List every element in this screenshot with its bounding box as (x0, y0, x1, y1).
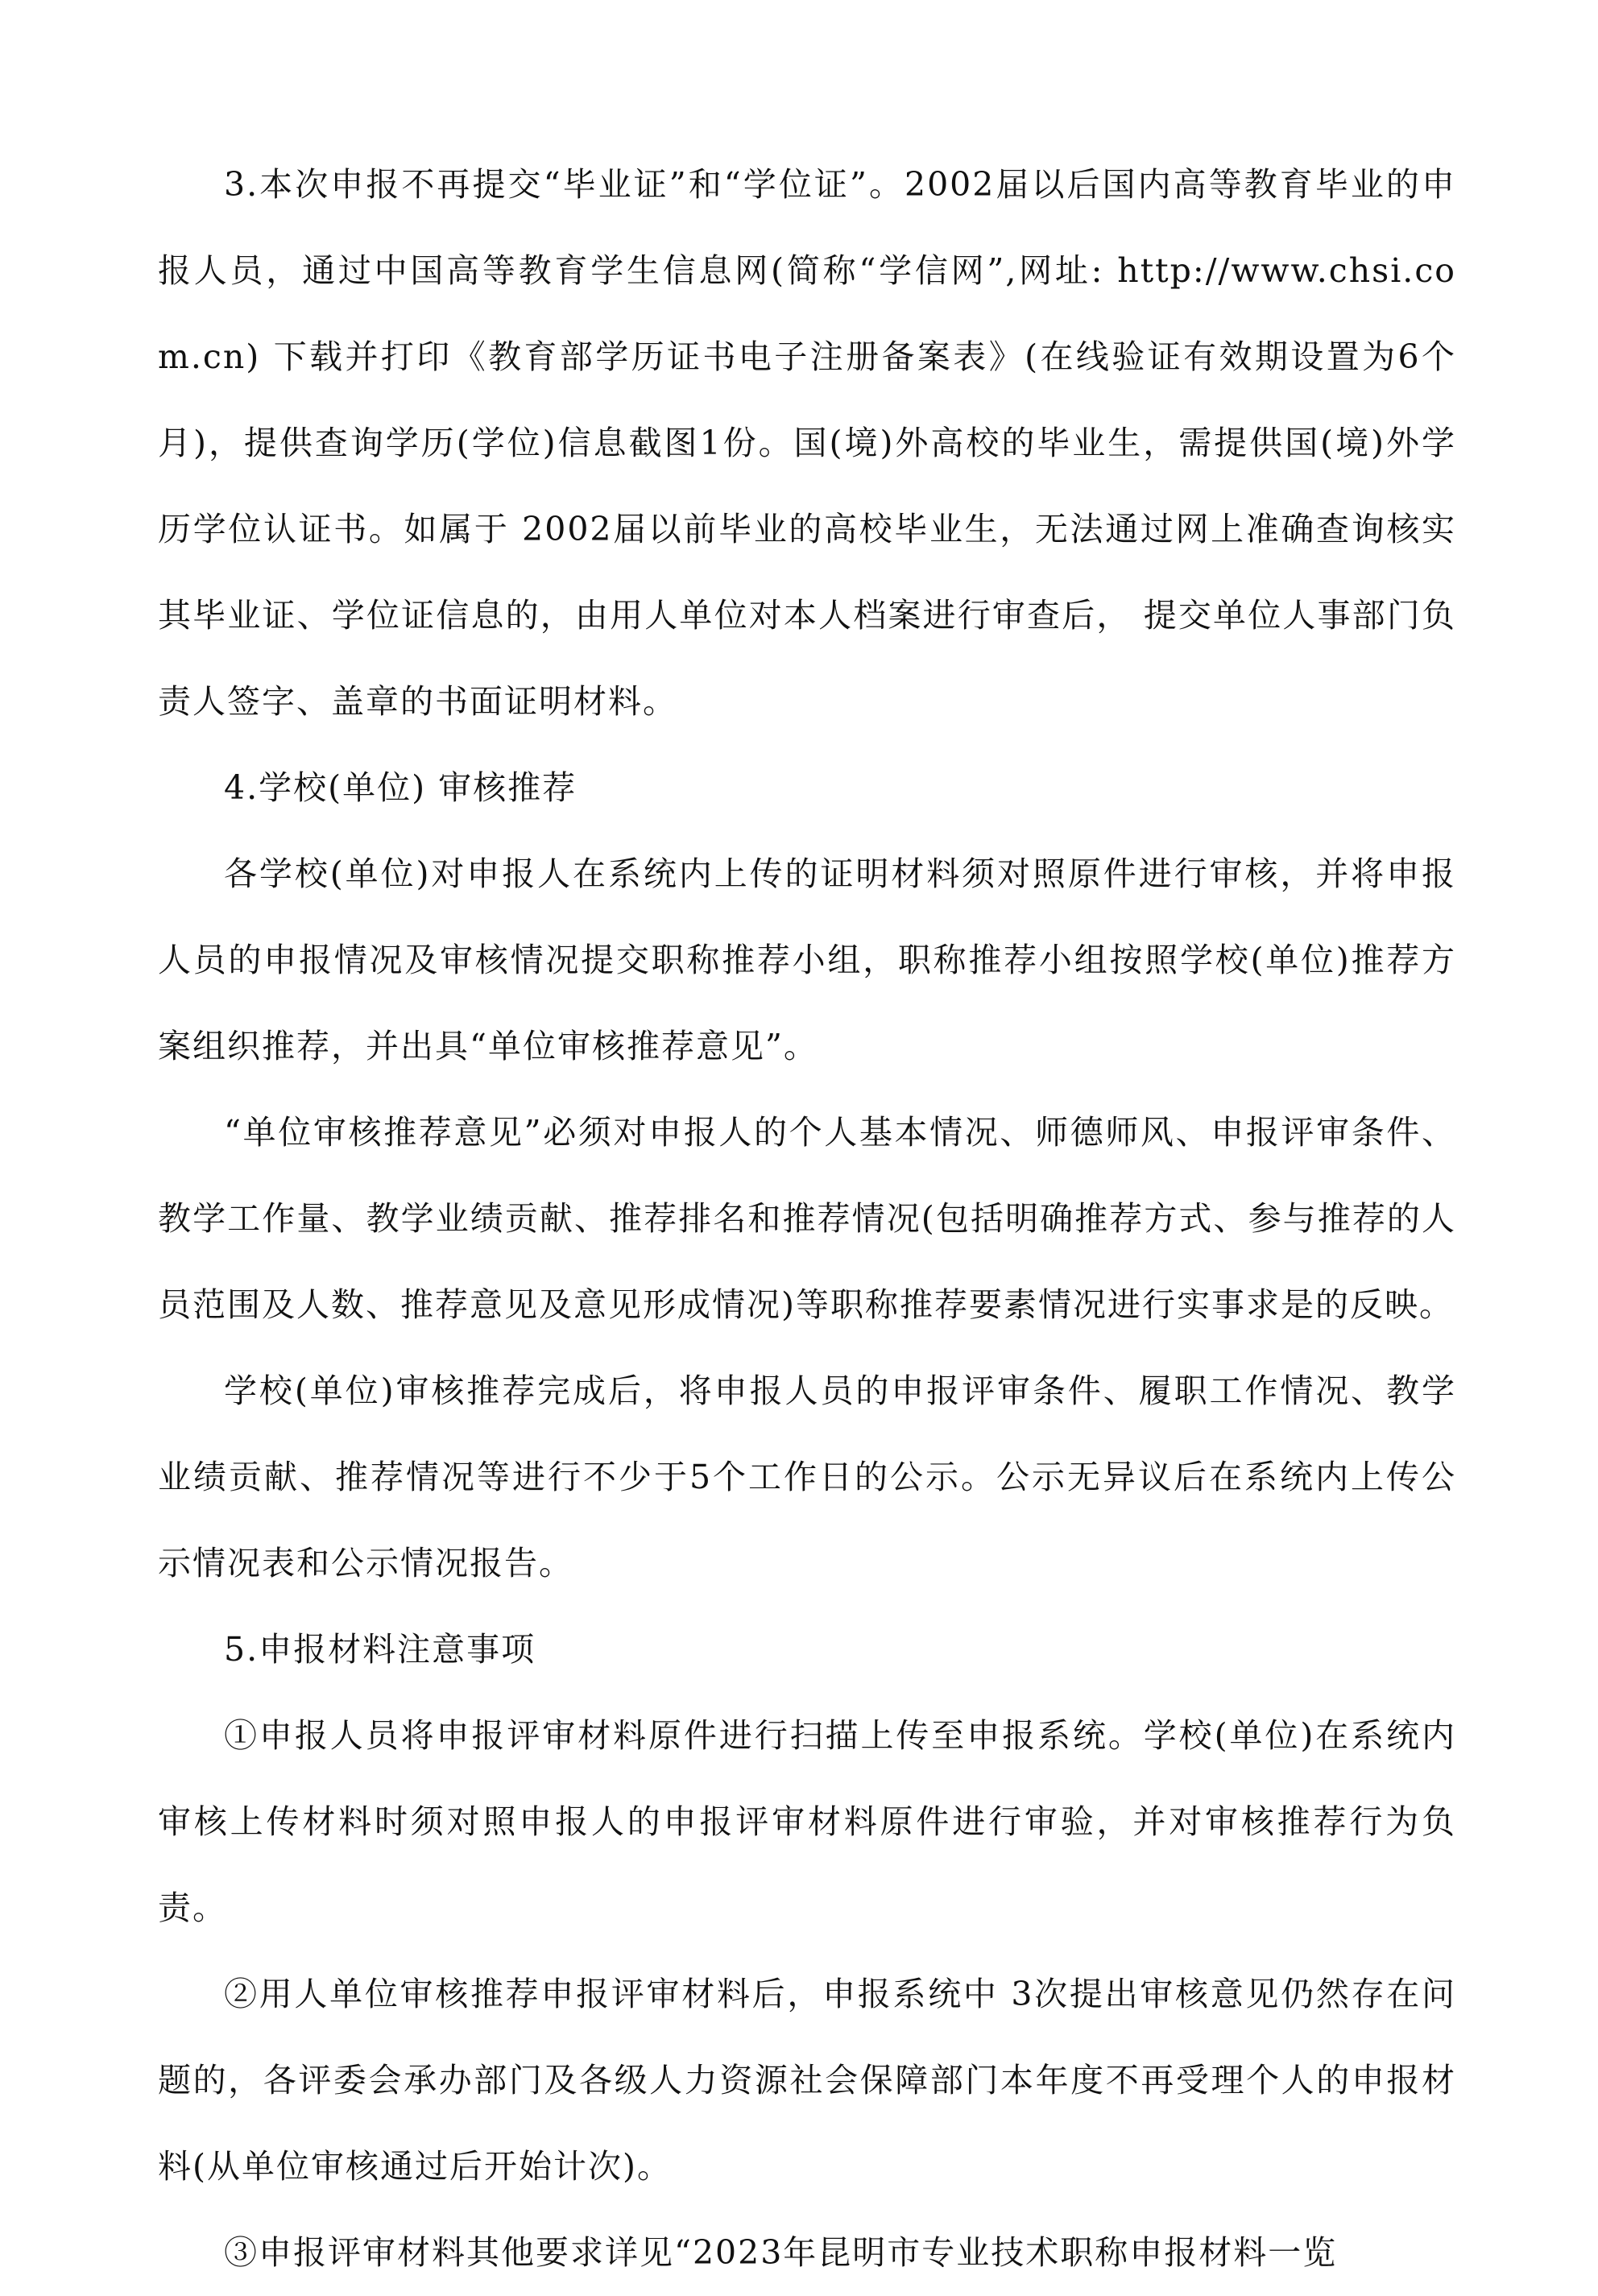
paragraph-note-3: ③申报评审材料其他要求详见“2023年昆明市专业技术职称申报材料一览 (224, 2233, 1338, 2272)
paragraph-note-1: ①申报人员将申报评审材料原件进行扫描上传至申报系统。学校(单位)在系统内审核上传材料时须对照申报人的申报评审材料原件进行审验，并对审核推荐行为负责。 (158, 1716, 1456, 1927)
heading-material-notes: 5.申报材料注意事项 (224, 1630, 536, 1669)
paragraph-public-notice: 学校(单位)审核推荐完成后，将申报人员的申报评审条件、履职工作情况、教学业绩贡献、推荐情况等进行不少于5个工作日的公示。公示无异议后在系统内上传公示情况表和公示情况报告。 (158, 1371, 1456, 1582)
paragraph-school-review: 各学校(单位)对申报人在系统内上传的证明材料须对照原件进行审核，并将申报人员的申报情况及审核情况提交职称推荐小组，职称推荐小组按照学校(单位)推荐方案组织推荐，并出具“单位审核推荐意见”。 (158, 854, 1456, 1065)
paragraph-note-2: ②用人单位审核推荐申报评审材料后，申报系统中 3次提出审核意见仍然存在问题的，各评委会承办部门及各级人力资源社会保障部门本年度不再受理个人的申报材料(从单位审核通过后开始计次)。 (158, 1975, 1456, 2186)
paragraph-recommendation-opinion: “单位审核推荐意见”必须对申报人的个人基本情况、师德师风、申报评审条件、教学工作量、教学业绩贡献、推荐排名和推荐情况(包括明确推荐方式、参与推荐的人员范围及人数、推荐意见及意见形成情况)等职称推荐要素情况进行实事求是的反映。 (158, 1113, 1456, 1324)
paragraph-graduation-certificate: 3.本次申报不再提交“毕业证”和“学位证”。2002届以后国内高等教育毕业的申报人员，通过中国高等教育学生信息网(简称“学信网”,网址: http://www.chsi.com.cn) 下载并打印《教育部学历证书电子注册备案表》(在线验证有效期设置为6个月)，提供查询学历(学位)信息截图1份。国(境)外高校的毕业生，需提供国(境)外学历学位认证书。如属于 2002届以前毕业的高校毕业生，无法通过网上准确查询核实其毕业证、学位证信息的，由用人单位对本人档案进行审查后， 提交单位人事部门负责人签字、盖章的书面证明材料。 (158, 165, 1456, 721)
document-body (158, 142, 1456, 2296)
heading-school-review: 4.学校(单位) 审核推荐 (224, 768, 578, 807)
